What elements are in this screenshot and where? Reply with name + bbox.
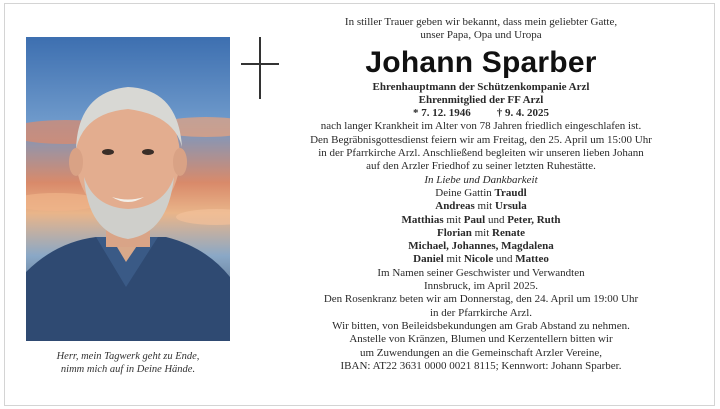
body-line: Den Begräbnisgottesdienst feiern wir am Freitag, den 25. April um 15:00 Uhr bbox=[310, 133, 652, 146]
rosary-line: Den Rosenkranz beten wir am Donnerstag, den 24. April um 19:00 Uhr bbox=[323, 293, 639, 306]
mourner-name: Traudl bbox=[494, 186, 527, 199]
note-line: IBAN: AT22 3631 0000 0021 8115; Kennwort: Johann Sparber. bbox=[340, 359, 622, 372]
mourners-heading: In Liebe und Dankbarkeit bbox=[424, 173, 538, 186]
title-line: Ehrenhauptmann der Schützenkompanie Arzl bbox=[372, 80, 590, 93]
caption-line: Herr, mein Tagwerk geht zu Ende, bbox=[56, 351, 200, 362]
photo-caption bbox=[26, 350, 230, 376]
body-line: auf den Arzler Friedhof zu seiner letzten Ruhestätte. bbox=[366, 160, 596, 173]
mourner-row bbox=[266, 214, 696, 227]
mourner-text: und bbox=[495, 253, 513, 266]
body-line: in der Pfarrkirche Arzl. Anschließend begleiten wir unseren lieben Johann bbox=[318, 147, 644, 160]
cross-icon bbox=[259, 37, 261, 99]
note-line: um Zuwendungen an die Gemeinschaft Arzler Vereine, bbox=[359, 346, 603, 359]
portrait-illustration bbox=[26, 37, 230, 341]
mourner-name: Ursula bbox=[494, 200, 527, 213]
note-line: Anstelle von Kränzen, Blumen und Kerzentellern bitten wir bbox=[349, 333, 613, 346]
mourner-row bbox=[266, 187, 696, 200]
deceased-name: Johann Sparber bbox=[365, 45, 597, 79]
place-date: Innsbruck, im April 2025. bbox=[424, 280, 538, 293]
notice-text bbox=[266, 16, 696, 373]
mourner-text: und bbox=[487, 213, 505, 226]
mourner-row bbox=[266, 200, 696, 213]
mourner-text: mit bbox=[446, 213, 462, 226]
mourner-name: Renate bbox=[492, 226, 525, 239]
mourner-name: Nicole bbox=[463, 253, 494, 266]
note-line: Wir bitten, von Beileidsbekundungen am Grab Abstand zu nehmen. bbox=[332, 319, 630, 332]
intro-line: unser Papa, Opa und Uropa bbox=[420, 29, 542, 42]
mourner-name: Florian bbox=[436, 226, 472, 239]
title-line: Ehrenmitglied der FF Arzl bbox=[418, 93, 544, 106]
caption-line: nimm mich auf in Deine Hände. bbox=[60, 364, 196, 375]
rosary-line: in der Pfarrkirche Arzl. bbox=[429, 306, 532, 319]
mourner-name: Paul bbox=[463, 213, 486, 226]
mourner-text: mit bbox=[446, 253, 462, 266]
birth-date: * 7. 12. 1946 bbox=[413, 107, 471, 120]
mourner-name: Andreas bbox=[435, 200, 475, 213]
mourner-name: Peter, Ruth bbox=[507, 213, 561, 226]
death-date: † 9. 4. 2025 bbox=[496, 107, 549, 120]
relatives-line: Im Namen seiner Geschwister und Verwandten bbox=[377, 266, 585, 279]
mourner-text: mit bbox=[477, 200, 493, 213]
mourner-text: mit bbox=[474, 226, 490, 239]
mourner-text: Deine Gattin bbox=[435, 186, 492, 199]
mourner-name: Matthias bbox=[401, 213, 444, 226]
mourner-name: Daniel bbox=[413, 253, 444, 266]
portrait-photo bbox=[26, 37, 230, 341]
life-dates bbox=[266, 107, 696, 120]
body-line: nach langer Krankheit im Alter von 78 Jahren friedlich eingeschlafen ist. bbox=[320, 120, 642, 133]
mourner-name: Matteo bbox=[515, 253, 549, 266]
intro-line: In stiller Trauer geben wir bekannt, dass mein geliebter Gatte, bbox=[344, 16, 618, 28]
mourner-row: Michael, Johannes, Magdalena bbox=[408, 240, 554, 253]
mourner-row bbox=[266, 227, 696, 240]
mourner-row bbox=[266, 253, 696, 266]
